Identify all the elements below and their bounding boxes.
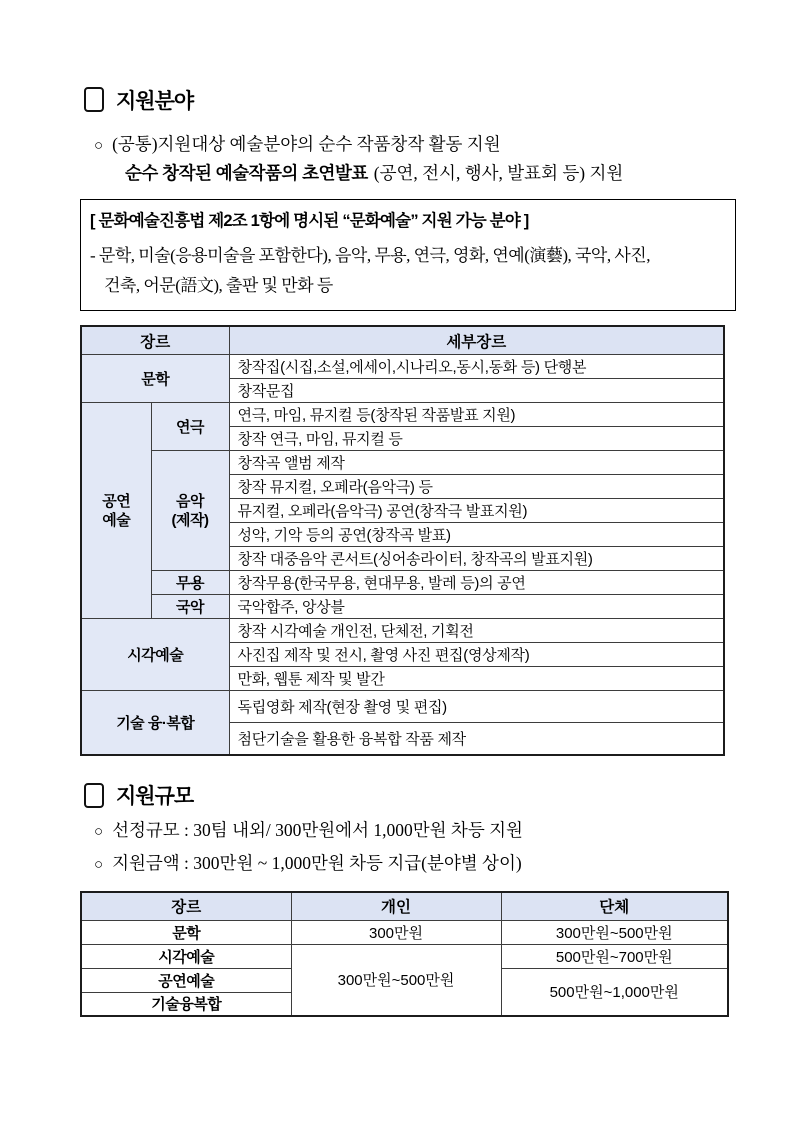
table-row <box>81 920 728 944</box>
subgenre-label-dance: 무용 <box>151 571 229 595</box>
table-row <box>81 571 724 595</box>
detail-cell: 첨단기술을 활용한 융복합 작품 제작 <box>229 723 724 755</box>
genre-label-performing-line2: 예술 <box>102 511 131 529</box>
detail-cell: 독립영화 제작(현장 촬영 및 편집) <box>229 691 724 723</box>
table-row <box>81 619 724 643</box>
detail-cell: 성악, 기악 등의 공연(창작곡 발표) <box>229 523 724 547</box>
genre-table <box>80 325 725 756</box>
notice-box <box>80 199 736 311</box>
genre-label-visual: 시각예술 <box>81 944 291 968</box>
bullet-line-premiere <box>125 160 722 187</box>
notice-box-title: [ 문화예술진흥법 제2조 1항에 명시된 “문화예술” 지원 가능 분야 ] <box>90 212 529 230</box>
detail-cell: 창작곡 앨범 제작 <box>229 451 724 475</box>
circle-bullet-icon: ○ <box>94 856 104 873</box>
notice-box-line1: - 문학, 미술(응용미술을 포함한다), 음악, 무용, 연극, 영화, 연예(演藝), 국악, 사진, <box>90 246 650 265</box>
bullet-line-support-target <box>94 131 722 160</box>
checkbox-icon <box>84 87 104 112</box>
amount-cell: 300만원 <box>291 920 501 944</box>
table-header-row <box>81 892 728 921</box>
subgenre-label-music-line1: 음악 <box>176 492 204 510</box>
detail-cell: 연극, 마임, 뮤지컬 등(창작된 작품발표 지원) <box>229 403 724 427</box>
table-row <box>81 355 724 379</box>
subgenre-label-theater: 연극 <box>151 403 229 451</box>
bullet-text: 선정규모 : 30팀 내외/ 300만원에서 1,000만원 차등 지원 <box>112 819 523 840</box>
circle-bullet-icon: ○ <box>94 138 104 154</box>
table-row <box>81 691 724 723</box>
detail-cell: 사진집 제작 및 전시, 촬영 사진 편집(영상제작) <box>229 643 724 667</box>
detail-cell: 국악합주, 앙상블 <box>229 595 724 619</box>
detail-cell: 창작 뮤지컬, 오페라(음악극) 등 <box>229 475 724 499</box>
support-amount-table <box>80 891 729 1018</box>
bullet-line-selection-scale <box>94 817 722 846</box>
genre-label-tech: 기술융복합 <box>81 992 291 1016</box>
header-genre: 장르 <box>81 892 291 921</box>
checkbox-icon <box>84 783 104 808</box>
genre-label-performing <box>81 403 151 619</box>
section-header-fields <box>80 86 722 113</box>
bullet-text: 지원금액 : 300만원 ~ 1,000만원 차등 지급(분야별 상이) <box>112 852 522 873</box>
circle-bullet-icon: ○ <box>94 823 104 840</box>
table-row <box>81 403 724 427</box>
genre-label-performing-line1: 공연 <box>102 492 131 510</box>
section-header-scale <box>80 782 722 809</box>
section-fields-title: 지원분야 <box>116 89 194 113</box>
subgenre-label-music <box>151 451 229 571</box>
amount-cell: 300만원~500만원 <box>501 920 728 944</box>
amount-cell: 500만원~1,000만원 <box>501 968 728 1016</box>
bullet-text: (공통)지원대상 예술분야의 순수 작품창작 활동 지원 <box>112 134 501 154</box>
notice-box-line2: 건축, 어문(語文), 출판 및 만화 등 <box>104 276 333 295</box>
genre-label-visual: 시각예술 <box>81 619 229 691</box>
amount-cell: 300만원~500만원 <box>291 944 501 1016</box>
bullet-line-support-amount <box>94 850 722 879</box>
table-row <box>81 451 724 475</box>
detail-cell: 창작 연극, 마임, 뮤지컬 등 <box>229 427 724 451</box>
header-group: 단체 <box>501 892 728 921</box>
table-row <box>81 944 728 968</box>
detail-cell: 창작문집 <box>229 379 724 403</box>
subgenre-label-music-line2: (제작) <box>171 511 209 529</box>
amount-cell: 500만원~700만원 <box>501 944 728 968</box>
subgenre-label-gugak: 국악 <box>151 595 229 619</box>
genre-label-literature: 문학 <box>81 920 291 944</box>
detail-cell: 뮤지컬, 오페라(음악극) 공연(창작극 발표지원) <box>229 499 724 523</box>
detail-cell: 만화, 웹툰 제작 및 발간 <box>229 667 724 691</box>
bullet-bold-text: 순수 창작된 예술작품의 초연발표 <box>125 163 368 183</box>
detail-cell: 창작 시각예술 개인전, 단체전, 기획전 <box>229 619 724 643</box>
detail-cell: 창작무용(한국무용, 현대무용, 발레 등)의 공연 <box>229 571 724 595</box>
header-genre: 장르 <box>81 326 229 355</box>
table-row <box>81 595 724 619</box>
bullet-rest-text: (공연, 전시, 행사, 발표회 등) 지원 <box>373 163 624 183</box>
detail-cell: 창작집(시집,소설,에세이,시나리오,동시,동화 등) 단행본 <box>229 355 724 379</box>
detail-cell: 창작 대중음악 콘서트(싱어송라이터, 창작곡의 발표지원) <box>229 547 724 571</box>
genre-label-performing: 공연예술 <box>81 968 291 992</box>
genre-label-literature: 문학 <box>81 355 229 403</box>
header-individual: 개인 <box>291 892 501 921</box>
table-header-row <box>81 326 724 355</box>
header-subgenre: 세부장르 <box>229 326 724 355</box>
genre-label-tech: 기술 융·복합 <box>81 691 229 755</box>
section-scale-title: 지원규모 <box>116 785 194 808</box>
